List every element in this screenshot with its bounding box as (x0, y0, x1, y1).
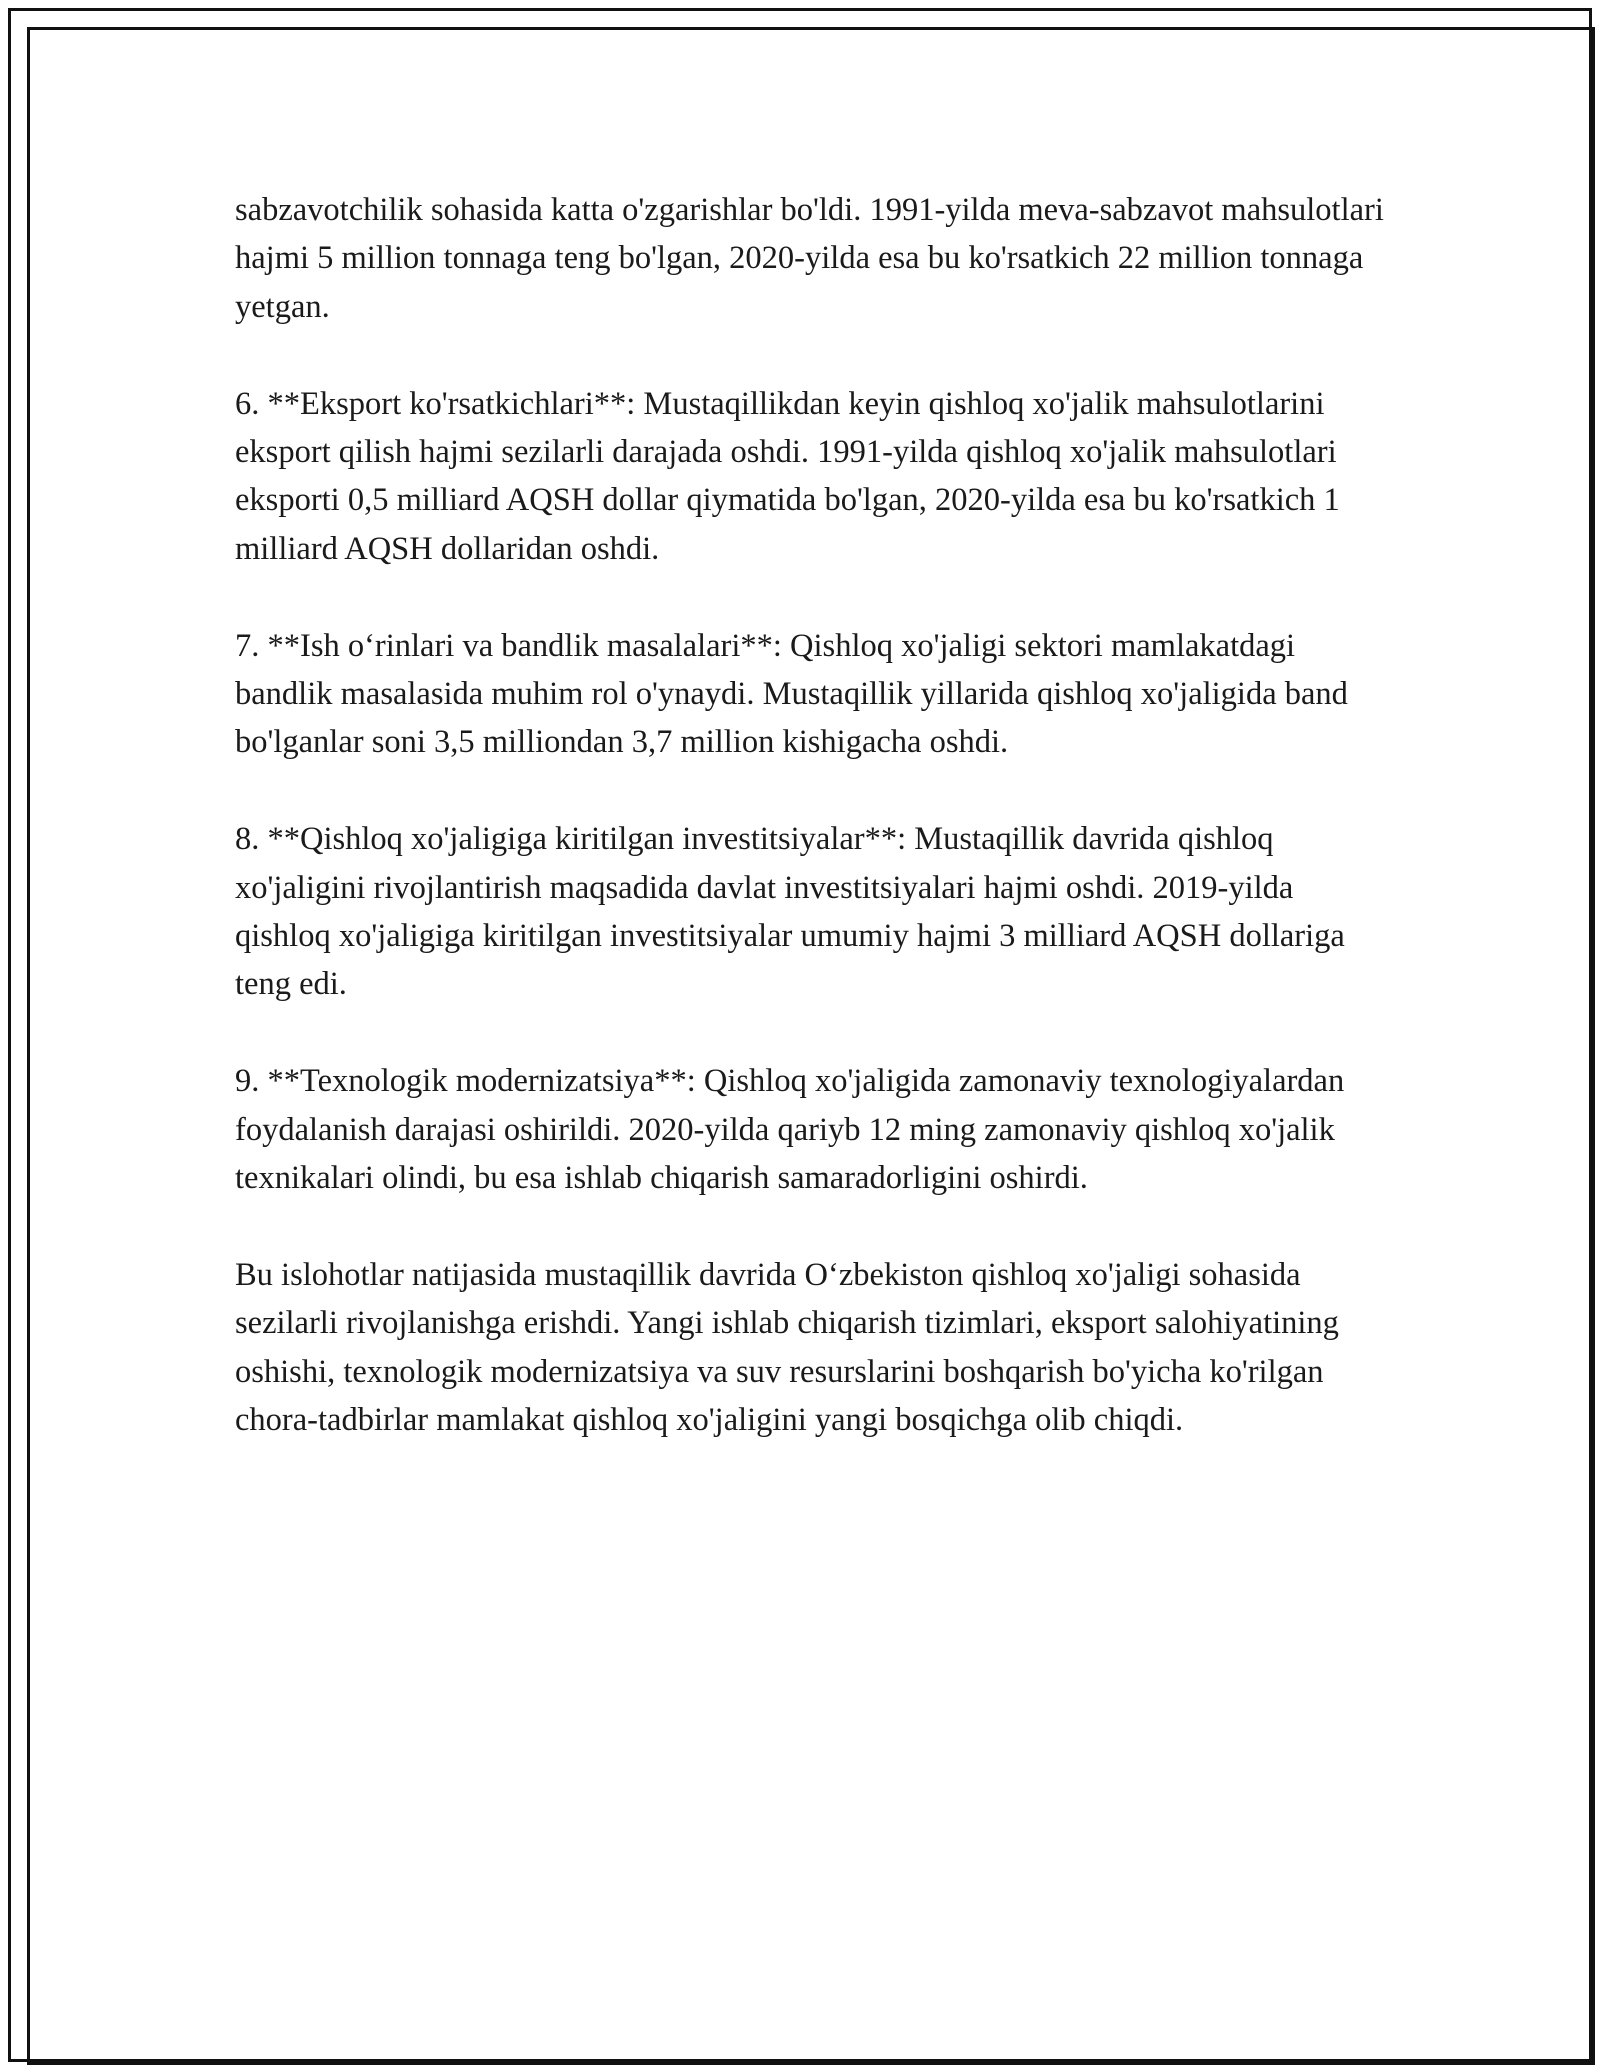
paragraph-technological-modernization: 9. **Texnologik modernizatsiya**: Qishloq xo'jaligida zamonaviy texnologiyalardan foydalanish darajasi oshirildi. 2020-yilda qariyb 12 ming zamonaviy qishloq xo'jalik texnikalari olindi, bu esa ishlab chiqarish samaradorligini oshirdi. (235, 1063, 1345, 1197)
paragraph-investments: 8. **Qishloq xo'jaligiga kiritilgan investitsiyalar**: Mustaqillik davrida qishloq xo'jaligini rivojlantirish maqsadida davlat investitsiyalari hajmi oshdi. 2019-yilda qishloq xo'jaligiga kiritilgan investitsiyalar umumiy hajmi 3 milliard AQSH dollariga teng edi. (235, 821, 1345, 1003)
paragraph-vegetable-production: sabzavotchilik sohasida katta o'zgarishlar bo'ldi. 1991-yilda meva-sabzavot mahsulotlari hajmi 5 million tonnaga teng bo'lgan, 2020-yilda esa bu ko'rsatkich 22 million tonnaga yetgan. (235, 192, 1384, 325)
paragraph-export-indicators: 6. **Eksport ko'rsatkichlari**: Mustaqillikdan keyin qishloq xo'jalik mahsulotlarini eksport qilish hajmi sezilarli darajada oshdi. 1991-yilda qishloq xo'jalik mahsulotlari eksporti 0,5 milliard AQSH dollar qiymatida bo'lgan, 2020-yilda esa bu ko'rsatkich 1 milliard AQSH dollaridan oshdi. (235, 385, 1340, 567)
paragraph-conclusion: Bu islohotlar natijasida mustaqillik davrida O‘zbekiston qishloq xo'jaligi sohasida sezilarli rivojlanishga erishdi. Yangi ishlab chiqarish tizimlari, eksport salohiyatining oshishi, texnologik modernizatsiya va suv resurslarini boshqarish bo'yicha ko'rilgan chora-tadbirlar mamlakat qishloq xo'jaligini yangi bosqichga olib chiqdi. (235, 1256, 1339, 1439)
paragraph-employment: 7. **Ish o‘rinlari va bandlik masalalari**: Qishloq xo'jaligi sektori mamlakatdagi bandlik masalasida muhim rol o'ynaydi. Mustaqillik yillarida qishloq xo'jaligida band bo'lganlar soni 3,5 milliondan 3,7 million kishigacha oshdi. (235, 627, 1348, 761)
document-body (235, 186, 1385, 1444)
